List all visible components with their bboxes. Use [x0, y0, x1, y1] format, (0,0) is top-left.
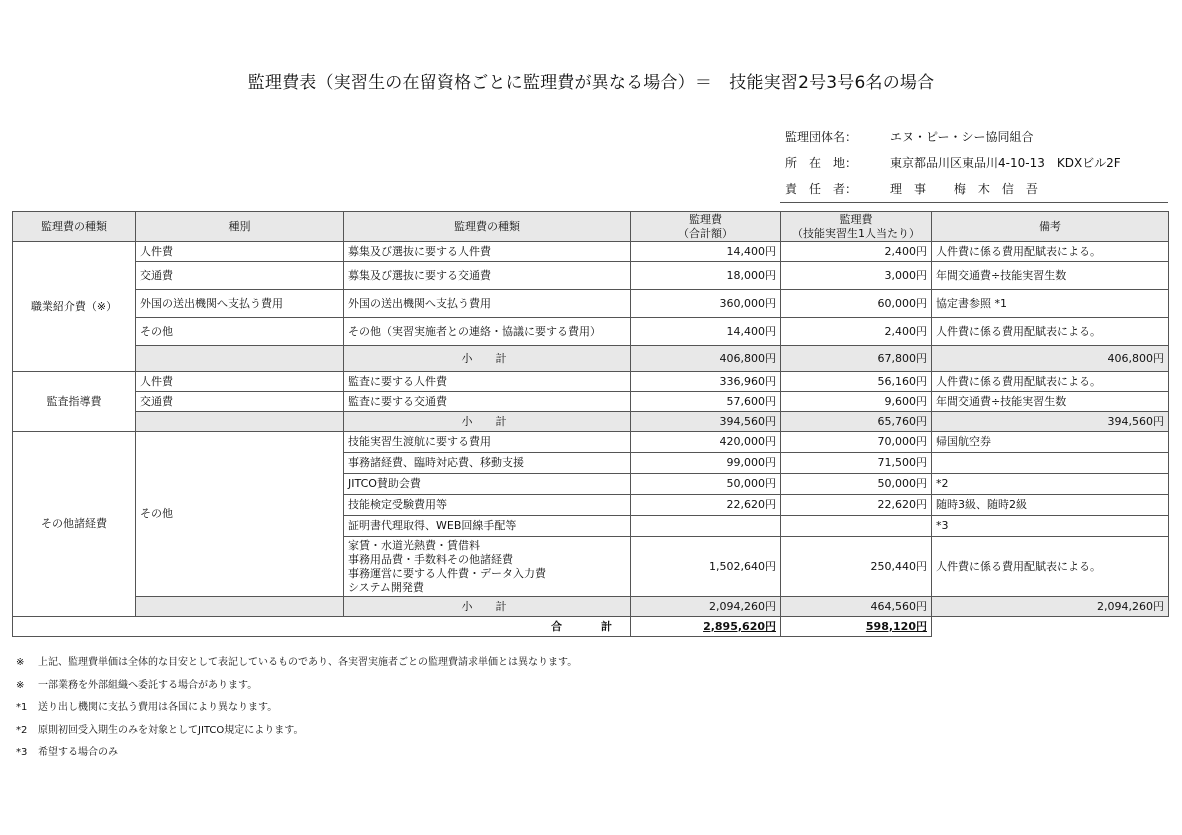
category-cell: 交通費	[136, 392, 344, 412]
total-cell: 14,400円	[631, 318, 781, 346]
type-cell: 募集及び選抜に要する人件費	[344, 242, 631, 262]
footnote	[16, 742, 577, 765]
per-cell: 2,400円	[781, 318, 932, 346]
footnotes	[16, 652, 577, 765]
org-address-label: 所 在 地：	[785, 156, 858, 170]
org-address-row	[785, 150, 1121, 176]
type-cell: JITCO賛助会費	[344, 474, 631, 495]
organization-info	[785, 124, 1121, 202]
category-cell: その他	[136, 432, 344, 597]
org-name-value: エヌ・ピー・シー協同組合	[890, 130, 1034, 144]
subtotal-total: 394,560円	[631, 412, 781, 432]
category-cell: 交通費	[136, 262, 344, 290]
footnote	[16, 675, 577, 698]
category-cell: 人件費	[136, 242, 344, 262]
subtotal-per: 464,560円	[781, 597, 932, 617]
total-cell: 99,000円	[631, 453, 781, 474]
per-cell: 70,000円	[781, 432, 932, 453]
org-address-value: 東京都品川区東品川4-10-13 KDXビル2F	[890, 156, 1121, 170]
footnote-text: 希望する場合のみ	[38, 747, 118, 758]
grand-total-per: 598,120円	[781, 617, 932, 637]
note-cell: *3	[932, 516, 1169, 537]
type-cell: 証明書代理取得、WEB回線手配等	[344, 516, 631, 537]
subtotal-total: 2,094,260円	[631, 597, 781, 617]
org-divider	[780, 202, 1168, 203]
note-cell	[932, 453, 1169, 474]
subtotal-row	[13, 346, 1169, 372]
header-note: 備考	[932, 212, 1169, 242]
header-total: 監理費 （合計額）	[631, 212, 781, 242]
type-cell: 監査に要する交通費	[344, 392, 631, 412]
org-manager-label: 責 任 者：	[785, 182, 858, 196]
category-cell: その他	[136, 318, 344, 346]
total-cell: 18,000円	[631, 262, 781, 290]
per-cell: 60,000円	[781, 290, 932, 318]
table-row	[13, 290, 1169, 318]
group-name: 職業紹介費（※）	[13, 242, 136, 372]
org-name-label: 監理団体名：	[785, 130, 858, 144]
category-cell: 人件費	[136, 372, 344, 392]
subtotal-label: 小 計	[344, 597, 631, 617]
subtotal-total: 406,800円	[631, 346, 781, 372]
total-cell: 420,000円	[631, 432, 781, 453]
subtotal-row	[13, 412, 1169, 432]
note-cell: 年間交通費÷技能実習生数	[932, 262, 1169, 290]
grand-total-label: 合 計	[13, 617, 631, 637]
fee-table	[12, 211, 1169, 637]
table-row	[13, 432, 1169, 453]
total-cell: 1,502,640円	[631, 537, 781, 597]
note-cell: 協定書参照 *1	[932, 290, 1169, 318]
per-cell	[781, 516, 932, 537]
subtotal-per: 67,800円	[781, 346, 932, 372]
footnote-mark: *2	[16, 724, 28, 736]
footnote-mark: ※	[16, 679, 25, 691]
total-cell: 22,620円	[631, 495, 781, 516]
category-cell: 外国の送出機関へ支払う費用	[136, 290, 344, 318]
header-row	[13, 212, 1169, 242]
per-cell: 9,600円	[781, 392, 932, 412]
per-cell: 3,000円	[781, 262, 932, 290]
note-cell: 帰国航空券	[932, 432, 1169, 453]
footnote-text: 原則初回受入期生のみを対象としてJITCO規定によります。	[38, 724, 304, 736]
note-cell: 人件費に係る費用配賦表による。	[932, 537, 1169, 597]
group-name: 監査指導費	[13, 372, 136, 432]
subtotal-note: 394,560円	[932, 412, 1169, 432]
total-cell: 57,600円	[631, 392, 781, 412]
type-cell: 事務諸経費、臨時対応費、移動支援	[344, 453, 631, 474]
org-name-row	[785, 124, 1121, 150]
footnote-text: 一部業務を外部組織へ委託する場合があります。	[38, 679, 258, 691]
header-kind: 監理費の種類	[13, 212, 136, 242]
footnote-mark: *1	[16, 702, 28, 713]
per-cell: 2,400円	[781, 242, 932, 262]
note-cell: 人件費に係る費用配賦表による。	[932, 372, 1169, 392]
type-cell: その他（実習実施者との連絡・協議に要する費用）	[344, 318, 631, 346]
subtotal-label: 小 計	[344, 346, 631, 372]
table-row	[13, 242, 1169, 262]
org-manager-value: 理 事 梅 木 信 吾	[890, 182, 1038, 196]
per-cell: 50,000円	[781, 474, 932, 495]
subtotal-note: 406,800円	[932, 346, 1169, 372]
note-cell: *2	[932, 474, 1169, 495]
header-per-trainee: 監理費 （技能実習生1人当たり）	[781, 212, 932, 242]
note-cell: 随時3級、随時2級	[932, 495, 1169, 516]
type-cell: 募集及び選抜に要する交通費	[344, 262, 631, 290]
note-cell: 人件費に係る費用配賦表による。	[932, 242, 1169, 262]
total-cell: 50,000円	[631, 474, 781, 495]
grand-total-amount: 2,895,620円	[631, 617, 781, 637]
per-cell: 22,620円	[781, 495, 932, 516]
note-cell: 年間交通費÷技能実習生数	[932, 392, 1169, 412]
total-cell	[631, 516, 781, 537]
header-category: 種別	[136, 212, 344, 242]
footnote	[16, 720, 577, 743]
per-cell: 56,160円	[781, 372, 932, 392]
footnote-text: 上記、監理費単価は全体的な目安として表記しているものであり、各実習実施者ごとの監理費請求単価とは異なります。	[38, 657, 578, 668]
type-cell: 家賃・水道光熱費・賃借料 事務用品費・手数料その他諸経費 事務運営に要する人件費・データ入力費 システム開発費	[344, 537, 631, 597]
subtotal-per: 65,760円	[781, 412, 932, 432]
subtotal-row	[13, 597, 1169, 617]
footnote-text: 送り出し機関に支払う費用は各国により異なります。	[38, 702, 278, 713]
header-type: 監理費の種類	[344, 212, 631, 242]
org-manager-row	[785, 176, 1121, 202]
note-cell: 人件費に係る費用配賦表による。	[932, 318, 1169, 346]
table-row	[13, 318, 1169, 346]
total-cell: 360,000円	[631, 290, 781, 318]
table-row	[13, 392, 1169, 412]
subtotal-note: 2,094,260円	[932, 597, 1169, 617]
per-cell: 250,440円	[781, 537, 932, 597]
footnote-mark: *3	[16, 747, 28, 758]
footnote	[16, 652, 577, 675]
grand-total-row	[13, 617, 1169, 637]
total-cell: 14,400円	[631, 242, 781, 262]
per-cell: 71,500円	[781, 453, 932, 474]
total-cell: 336,960円	[631, 372, 781, 392]
page-title: 監理費表（実習生の在留資格ごとに監理費が異なる場合）＝ 技能実習2号3号6名の場合	[247, 73, 935, 93]
group-name: その他諸経費	[13, 432, 136, 617]
subtotal-label: 小 計	[344, 412, 631, 432]
type-cell: 技能検定受験費用等	[344, 495, 631, 516]
type-cell: 技能実習生渡航に要する費用	[344, 432, 631, 453]
table-row	[13, 372, 1169, 392]
footnote-mark: ※	[16, 657, 25, 668]
table-row	[13, 262, 1169, 290]
type-cell: 外国の送出機関へ支払う費用	[344, 290, 631, 318]
type-cell: 監査に要する人件費	[344, 372, 631, 392]
footnote	[16, 697, 577, 720]
